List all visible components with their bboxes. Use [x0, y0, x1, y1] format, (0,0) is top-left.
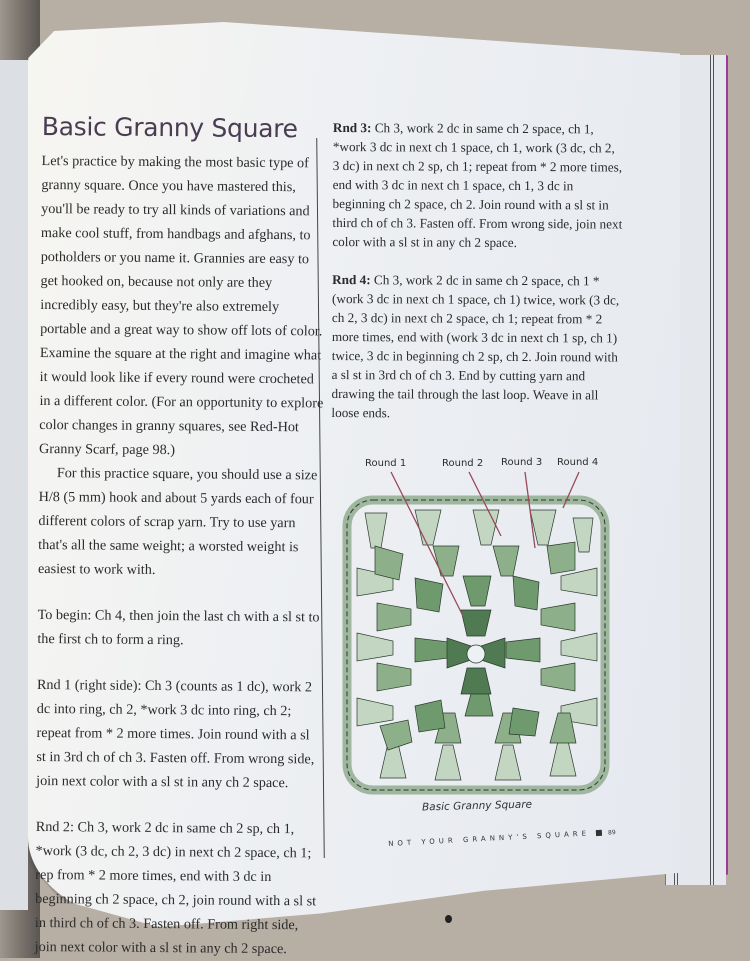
round-4-instructions: Rnd 4: Ch 3, work 2 dc in same ch 2 space, ch 1 *(work 3 dc in next ch 1 space, ch 1) twice, work (3 dc, ch 2, 3 dc) in next ch 2 space, ch 1; repeat from * 2 more times, end with (work 3 dc in next ch 1 sp, ch 1) twice, 3 dc in beginning ch 2 sp, ch 2. Join round with a sl st in 3rd ch of ch 3. End by cutting yarn and drawing the tail through the last loop. Weave in all loose ends.	[331, 271, 620, 421]
crochet-chart-illustration	[335, 458, 615, 808]
label-round-2: Round 2	[442, 458, 484, 469]
running-head: NOT YOUR GRANNY'S SQUARE	[388, 829, 591, 848]
section-title: Basic Granny Square	[41, 112, 298, 144]
round-2-instructions: Rnd 2: Ch 3, work 2 dc in same ch 2 sp, ch 1, *work (3 dc, ch 2, 3 dc) in next ch 2 space, ch 1; rep from * 2 more times, end with 3 dc in beginning ch 2 space, ch 2, join round with a sl st in third ch of ch 3. Fasten off. From right side, join next color with a sl st in any ch 2 space.	[34, 818, 317, 958]
intro-paragraph: Let's practice by making the most basic type of granny square. Once you have mastered this, you'll be ready to try all kinds of variations and make cool stuff, from handbags and afghans, to potholders or you name it. Grannies are easy to get hooked on, because not only are they incredibly easy, but they're also extremely portable and a great way to show off lots of color. Examine the square at the right and imagine what it would look like if every round were crocheted in a different color. (For an opportunity to explore color changes in granny squares, see Red-Hot Granny Scarf, page 98.)	[38, 152, 324, 459]
round-3-label: Rnd 3:	[332, 119, 372, 136]
round-3-instructions: Rnd 3: Ch 3, work 2 dc in same ch 2 space, ch 1, *work 3 dc in next ch 1 space, ch 1, work (3 dc, ch 2, 3 dc) in next ch 2 sp, ch 1; repeat from * 2 more times, end with 3 dc in next ch 1 space, ch 1, 3 dc in beginning ch 2 space, ch 2. Join round with a sl st in third ch of ch 3. Fasten off. From wrong side, join next color with a sl st in any ch 2 space.	[332, 119, 623, 250]
to-begin-paragraph: To begin: Ch 4, then join the last ch with a sl st to the first ch to form a ring.	[37, 606, 320, 649]
label-round-4: Round 4	[557, 457, 599, 468]
to-begin-label: To begin:	[37, 606, 92, 624]
round-2-label: Rnd 2:	[35, 818, 75, 836]
right-column	[331, 118, 623, 424]
round-4-label: Rnd 4:	[332, 271, 371, 288]
label-round-1: Round 1	[365, 458, 407, 469]
granny-square-diagram	[335, 458, 615, 808]
label-round-3: Round 3	[501, 457, 543, 468]
diagram-caption: Basic Granny Square	[421, 798, 533, 814]
ink-spot	[445, 915, 452, 923]
round-1-instructions: Rnd 1 (right side): Ch 3 (counts as 1 dc), work 2 dc into ring, ch 2, *work 3 dc into ring, ch 2; repeat from * 2 more times. Join round with a sl st in 3rd ch of ch 3. Fasten off. From wrong side, join next color with a sl st in any ch 2 space.	[36, 676, 315, 792]
round-1-label: Rnd 1	[36, 676, 72, 694]
square-bullet-icon	[596, 830, 602, 836]
materials-paragraph: For this practice square, you should use a size H/8 (5 mm) hook and about 5 yards each of four different colors of scrap yarn. Try to use yarn that's all the same weight; a worsted weight is easiest to work with.	[37, 465, 318, 579]
left-column	[35, 112, 327, 961]
facing-page-edge	[0, 60, 28, 910]
page-number: 89	[607, 829, 616, 837]
